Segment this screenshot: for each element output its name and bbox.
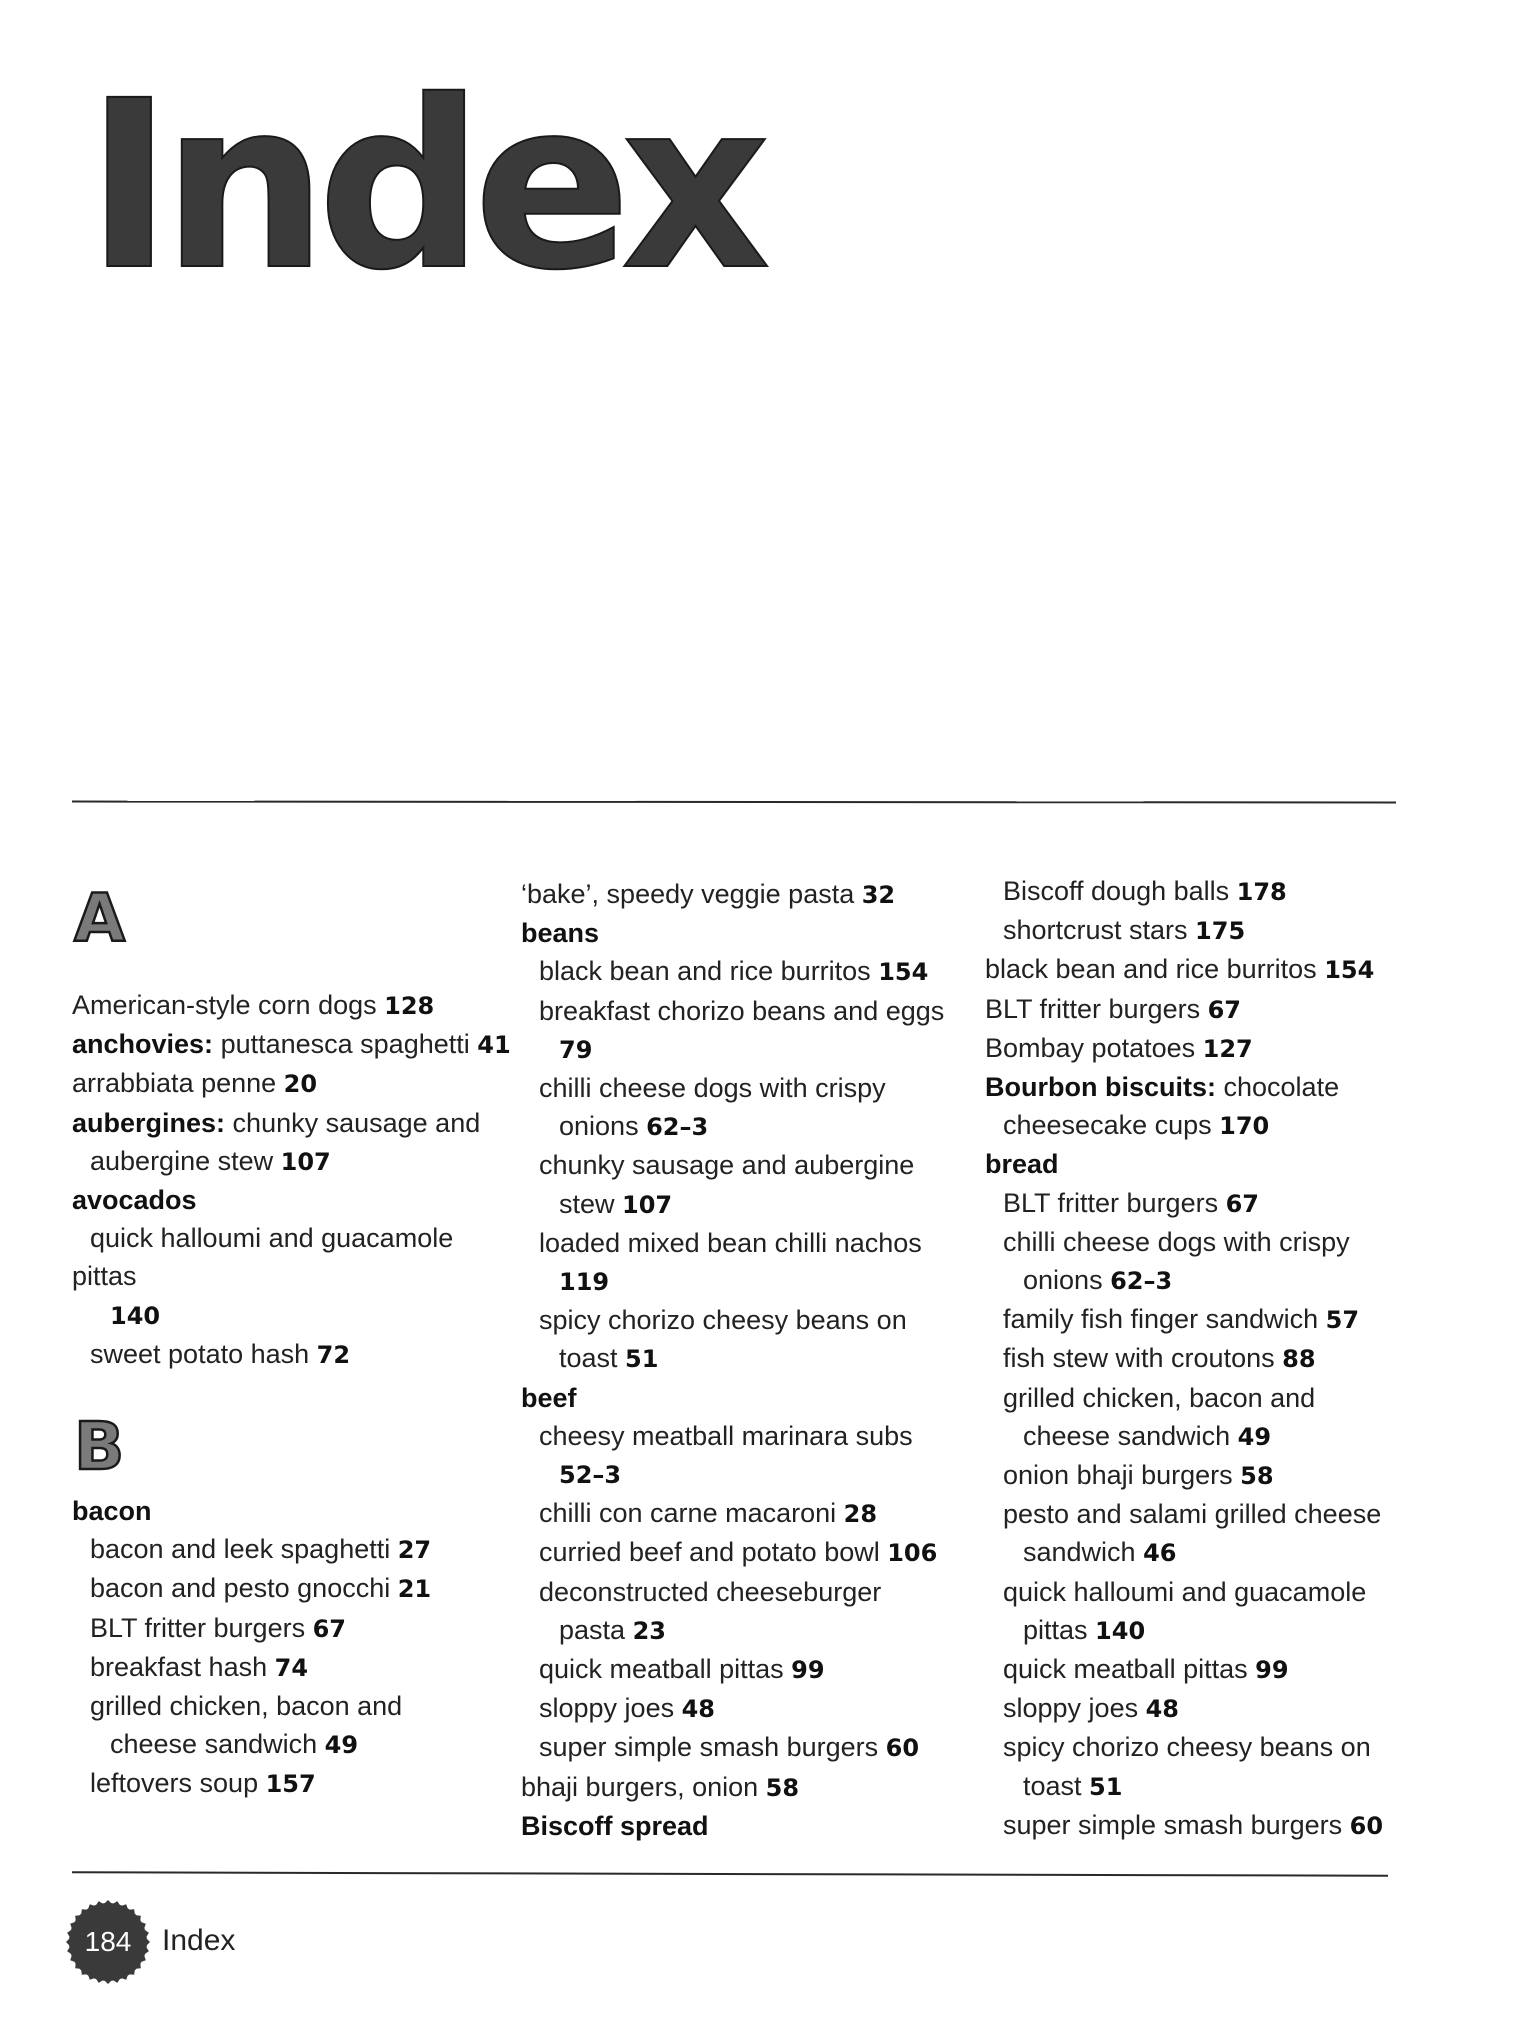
entry-text: Bombay potatoes bbox=[985, 1032, 1203, 1063]
page-ref: 60 bbox=[1349, 1811, 1384, 1840]
entry-text: cheese sandwich bbox=[1023, 1420, 1238, 1451]
entry-text: chunky sausage and bbox=[225, 1107, 481, 1138]
page-ref: 57 bbox=[1325, 1306, 1360, 1335]
entry-text: curried beef and potato bowl bbox=[539, 1537, 888, 1568]
entry-text: toast bbox=[1023, 1770, 1090, 1801]
entry-text: sloppy joes bbox=[539, 1693, 682, 1724]
index-entry bbox=[521, 914, 961, 952]
page-ref: 178 bbox=[1236, 878, 1287, 906]
index-entry bbox=[985, 1650, 1405, 1689]
index-entry bbox=[985, 1068, 1405, 1106]
index-entry bbox=[521, 875, 961, 914]
index-entry bbox=[521, 1185, 961, 1224]
index-entry bbox=[985, 1029, 1405, 1068]
entry-text: quick halloumi and guacamole bbox=[1003, 1576, 1367, 1607]
page-ref: 49 bbox=[1237, 1422, 1272, 1451]
page-ref: 32 bbox=[861, 881, 896, 909]
entry-text: leftovers soup bbox=[90, 1768, 266, 1799]
entry-text: bread bbox=[985, 1149, 1059, 1180]
index-entry bbox=[985, 1573, 1405, 1611]
entry-text: puttanesca spaghetti bbox=[213, 1029, 478, 1060]
index-entry bbox=[72, 1335, 492, 1374]
section-letter-b: B bbox=[74, 1408, 125, 1485]
entry-text: bacon and leek spaghetti bbox=[90, 1534, 398, 1565]
index-entry bbox=[72, 1648, 492, 1687]
index-entry bbox=[521, 1417, 961, 1455]
entry-text: super simple smash burgers bbox=[539, 1732, 886, 1763]
entry-text: quick halloumi and guacamole bbox=[90, 1223, 454, 1254]
index-entry bbox=[72, 1219, 492, 1257]
index-entry bbox=[985, 990, 1405, 1029]
page-ref: 52–3 bbox=[559, 1461, 622, 1490]
index-entry bbox=[521, 1339, 961, 1378]
index-entry bbox=[985, 1806, 1405, 1845]
index-entry bbox=[985, 1417, 1405, 1456]
index-entry bbox=[985, 1300, 1405, 1339]
index-entry bbox=[521, 1301, 961, 1339]
page-ref: 27 bbox=[397, 1536, 432, 1565]
index-entry bbox=[72, 1064, 492, 1103]
index-entry bbox=[72, 1296, 492, 1335]
page-ref: 79 bbox=[559, 1035, 593, 1064]
entry-text: black bean and rice burritos bbox=[539, 956, 879, 987]
index-heading: aubergines: bbox=[72, 1107, 226, 1138]
entry-text: loaded mixed bean chilli nachos bbox=[539, 1227, 922, 1258]
page-ref: 67 bbox=[1225, 1189, 1259, 1218]
entry-text: aubergine stew bbox=[90, 1145, 281, 1176]
index-entry bbox=[985, 1184, 1405, 1223]
entry-text: sweet potato hash bbox=[90, 1338, 317, 1369]
page-ref: 62–3 bbox=[646, 1113, 709, 1142]
index-entry bbox=[985, 1145, 1405, 1183]
entry-text: shortcrust stars bbox=[1003, 915, 1196, 946]
footer-label: Index bbox=[162, 1924, 236, 1957]
page-ref: 72 bbox=[316, 1340, 351, 1369]
index-heading: Bourbon biscuits: bbox=[985, 1072, 1216, 1103]
page-ref: 49 bbox=[324, 1731, 359, 1760]
index-entry bbox=[985, 1339, 1405, 1378]
entry-text: chilli cheese dogs with crispy bbox=[1003, 1226, 1350, 1257]
entry-text: Biscoff spread bbox=[521, 1810, 709, 1841]
index-entry bbox=[72, 1725, 492, 1764]
page-ref: 154 bbox=[1324, 956, 1375, 985]
index-entry bbox=[72, 1687, 492, 1725]
index-entry bbox=[985, 1379, 1405, 1417]
entry-text: deconstructed cheeseburger bbox=[539, 1576, 882, 1607]
index-entry bbox=[521, 1689, 961, 1728]
entry-text: grilled chicken, bacon and bbox=[90, 1691, 403, 1722]
entry-text: family fish finger sandwich bbox=[1003, 1304, 1326, 1335]
entry-text: sloppy joes bbox=[1003, 1693, 1146, 1724]
entry-text: American-style corn dogs bbox=[72, 990, 385, 1020]
index-entry bbox=[985, 1223, 1405, 1261]
page-ref: 51 bbox=[1089, 1772, 1123, 1801]
entry-text: chunky sausage and aubergine bbox=[539, 1150, 915, 1181]
entry-text: stew bbox=[559, 1188, 623, 1219]
page-number-badge: 184 bbox=[72, 1906, 144, 1978]
page-ref: 60 bbox=[885, 1734, 920, 1763]
entry-text: bacon and pesto gnocchi bbox=[90, 1573, 398, 1604]
index-entry bbox=[521, 1030, 961, 1069]
index-entry bbox=[985, 1456, 1405, 1495]
entry-text: beef bbox=[521, 1382, 577, 1413]
section-gap bbox=[72, 1374, 492, 1492]
entry-text: avocados bbox=[72, 1185, 197, 1216]
page-ref: 41 bbox=[477, 1031, 511, 1060]
page-ref: 127 bbox=[1202, 1034, 1253, 1063]
page-ref: 107 bbox=[622, 1190, 673, 1219]
index-entry bbox=[72, 1764, 492, 1803]
page-ref: 140 bbox=[1095, 1616, 1146, 1645]
index-column-2 bbox=[521, 875, 961, 1845]
index-entry bbox=[521, 1650, 961, 1689]
page-ref: 23 bbox=[632, 1616, 666, 1645]
index-entry bbox=[521, 1728, 961, 1767]
page-ref: 170 bbox=[1219, 1112, 1270, 1141]
index-entry bbox=[72, 986, 492, 1025]
entry-text: chocolate bbox=[1216, 1072, 1340, 1103]
entry-text: super simple smash burgers bbox=[1003, 1809, 1350, 1840]
entry-text: ‘bake’, speedy veggie pasta bbox=[521, 879, 862, 909]
index-column-3 bbox=[985, 872, 1405, 1845]
page-ref: 99 bbox=[791, 1656, 825, 1685]
index-entry bbox=[72, 1257, 492, 1295]
page-ref: 67 bbox=[312, 1614, 346, 1643]
page-ref: 154 bbox=[878, 958, 929, 987]
index-entry bbox=[72, 1530, 492, 1569]
index-entry bbox=[985, 1611, 1405, 1650]
entry-text: toast bbox=[559, 1343, 626, 1374]
page-ref: 106 bbox=[887, 1539, 938, 1568]
index-entry bbox=[521, 952, 961, 991]
entry-text: BLT fritter burgers bbox=[90, 1612, 313, 1643]
entry-text: chilli cheese dogs with crispy bbox=[539, 1073, 886, 1104]
entry-text: spicy chorizo cheesy beans on bbox=[539, 1305, 907, 1336]
entry-text: arrabbiata penne bbox=[72, 1068, 284, 1099]
index-entry bbox=[521, 1494, 961, 1533]
entry-text: onion bhaji burgers bbox=[1003, 1460, 1241, 1491]
page-ref: 74 bbox=[274, 1653, 309, 1682]
index-entry bbox=[72, 1492, 492, 1530]
entry-text: pittas bbox=[1023, 1614, 1096, 1645]
index-entry bbox=[521, 1573, 961, 1611]
page-ref: 48 bbox=[681, 1695, 715, 1724]
index-entry bbox=[72, 1569, 492, 1608]
entry-text: sandwich bbox=[1023, 1537, 1144, 1568]
index-entry bbox=[985, 1689, 1405, 1728]
index-entry bbox=[72, 1025, 511, 1064]
index-entry bbox=[521, 1107, 961, 1146]
index-column-1 bbox=[72, 986, 511, 1804]
index-entry bbox=[72, 1142, 492, 1181]
entry-text: fish stew with croutons bbox=[1003, 1343, 1283, 1374]
page-ref: 28 bbox=[843, 1500, 878, 1529]
index-heading: anchovies: bbox=[72, 1029, 214, 1060]
page-ref: 107 bbox=[280, 1147, 331, 1176]
section-b-entries bbox=[72, 1492, 492, 1804]
page-ref: 46 bbox=[1143, 1539, 1177, 1568]
index-entry bbox=[521, 1146, 961, 1184]
entry-text: quick meatball pittas bbox=[1003, 1654, 1256, 1685]
page-ref: 99 bbox=[1255, 1656, 1289, 1685]
entry-text: grilled chicken, bacon and bbox=[1003, 1382, 1316, 1413]
entry-text: bhaji burgers, onion bbox=[521, 1771, 766, 1802]
entry-text: spicy chorizo cheesy beans on bbox=[1003, 1732, 1371, 1763]
entry-text: quick meatball pittas bbox=[539, 1654, 792, 1685]
page-ref: 175 bbox=[1195, 917, 1246, 946]
page-ref: 157 bbox=[265, 1770, 316, 1799]
index-entry bbox=[521, 1768, 961, 1807]
index-entry bbox=[521, 992, 961, 1030]
index-entry bbox=[521, 1807, 961, 1845]
entry-text: chilli con carne macaroni bbox=[539, 1498, 844, 1529]
entry-text: Biscoff dough balls bbox=[1003, 876, 1237, 906]
section-a-entries bbox=[72, 986, 511, 1374]
page-ref: 62–3 bbox=[1110, 1267, 1173, 1296]
page-ref: 88 bbox=[1282, 1345, 1316, 1374]
page-ref: 67 bbox=[1207, 995, 1241, 1024]
index-entry bbox=[985, 911, 1405, 950]
entry-text: cheesecake cups bbox=[1003, 1110, 1220, 1141]
entry-text: pasta bbox=[559, 1614, 633, 1645]
entry-text: beans bbox=[521, 918, 600, 949]
entry-text: BLT fritter burgers bbox=[985, 993, 1208, 1024]
index-entry bbox=[985, 1495, 1405, 1533]
index-entry bbox=[521, 1069, 961, 1107]
index-entry bbox=[985, 1767, 1405, 1806]
index-entry bbox=[985, 1728, 1405, 1766]
page-ref: 21 bbox=[397, 1575, 432, 1604]
entry-text: onions bbox=[1023, 1265, 1111, 1296]
index-entry bbox=[985, 1106, 1405, 1145]
page-ref: 51 bbox=[625, 1345, 659, 1374]
page-ref: 128 bbox=[384, 992, 435, 1020]
entry-text: bacon bbox=[72, 1496, 152, 1527]
entry-text: cheese sandwich bbox=[110, 1729, 325, 1760]
entry-text: cheesy meatball marinara subs bbox=[539, 1420, 913, 1451]
page-ref: 119 bbox=[559, 1268, 610, 1297]
page-ref: 58 bbox=[765, 1773, 800, 1802]
bottom-divider bbox=[72, 1871, 1388, 1876]
page-title: Index bbox=[86, 51, 761, 321]
index-entry bbox=[72, 1181, 492, 1219]
index-entry bbox=[985, 872, 1405, 911]
entry-text: black bean and rice burritos bbox=[985, 954, 1325, 985]
page-ref: 140 bbox=[110, 1301, 161, 1330]
entry-text: pesto and salami grilled cheese bbox=[1003, 1499, 1382, 1530]
page-ref: 48 bbox=[1145, 1695, 1179, 1724]
index-entry bbox=[521, 1611, 961, 1650]
section-letter-a: A bbox=[74, 880, 126, 957]
index-entry bbox=[521, 1379, 961, 1417]
index-entry bbox=[521, 1533, 961, 1572]
page-ref: 58 bbox=[1240, 1462, 1274, 1491]
index-entry bbox=[521, 1262, 961, 1301]
index-entry bbox=[985, 950, 1405, 989]
entry-text: onions bbox=[559, 1111, 647, 1142]
index-entry bbox=[985, 1533, 1405, 1572]
page-ref: 20 bbox=[283, 1070, 318, 1099]
index-entry bbox=[72, 1609, 492, 1648]
entry-text: breakfast hash bbox=[90, 1651, 275, 1682]
index-entry bbox=[72, 1104, 492, 1142]
top-divider bbox=[72, 801, 1396, 804]
index-entry bbox=[521, 1224, 961, 1262]
entry-text: pittas bbox=[72, 1261, 137, 1292]
entry-text: BLT fritter burgers bbox=[1003, 1187, 1226, 1218]
index-entry bbox=[521, 1455, 961, 1494]
entry-text: breakfast chorizo beans and eggs bbox=[539, 995, 945, 1026]
index-entry bbox=[985, 1261, 1405, 1300]
